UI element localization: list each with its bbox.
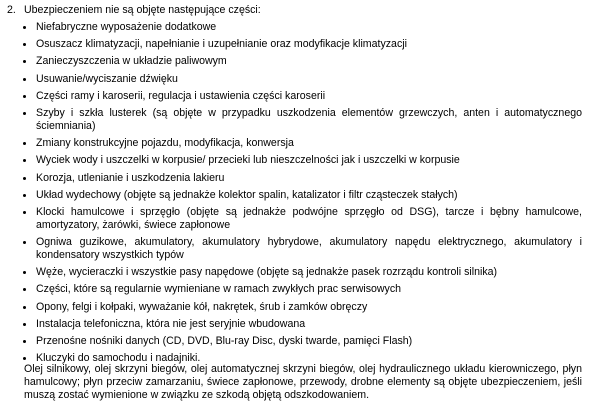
- list-item: [0, 189, 590, 202]
- footer-paragraph: Olej silnikowy, olej skrzyni biegów, olej automatycznej skrzyni biegów, olej hydraulicznego układu kierowniczego, płyn hamulcowy; płyn przeciw zamarzaniu, świece zapłonowe, przewody, drobne elementy są objęte ubezpieczeniem, jeśli muszą zostać wymienione w związku ze szkodą objętą odszkodowaniem.: [24, 363, 582, 401]
- list-item-text: Węże, wycieraczki i wszystkie pasy napędowe (objęte są jednakże pasek rozrządu kontroli silnika): [36, 266, 498, 279]
- list-item-text: Korozja, utlenianie i uszkodzenia lakieru: [36, 171, 225, 184]
- list-item-text: Zmiany konstrukcyjne pojazdu, modyfikacja, konwersja: [36, 137, 294, 150]
- list-item: [0, 38, 590, 51]
- list-item-text: Części ramy i karoserii, regulacja i ustawienia części karoserii: [36, 89, 326, 102]
- clipped-top-line: [0, 0, 590, 3]
- list-item-text: Części, które są regularnie wymieniane w ramach zwykłych prac serwisowych: [36, 283, 402, 296]
- list-item: [0, 266, 590, 279]
- list-item: [0, 335, 590, 348]
- list-item-text: Klocki hamulcowe i sprzęgło (objęte są jednakże podwójne sprzęgło od DSG), tarcze i bębny hamulcowe, amortyzatory, żarówki, świece zapłonowe: [36, 205, 582, 231]
- list-item: [0, 236, 590, 262]
- list-item: [0, 55, 590, 68]
- list-item-text: Osuszacz klimatyzacji, napełnianie i uzupełnianie oraz modyfikacje klimatyzacji: [36, 38, 407, 51]
- list-item-text: Wyciek wody i uszczelki w korpusie/ przecieki lub nieszczelności jak i uszczelki w korpusie: [36, 154, 460, 167]
- list-item-text: Opony, felgi i kołpaki, wyważanie kół, nakrętek, śrub i zamków obręczy: [36, 300, 368, 313]
- list-item: [0, 301, 590, 314]
- list-item-text: Niefabryczne wyposażenie dodatkowe: [36, 21, 217, 33]
- list-item: [0, 172, 590, 185]
- list-item: [0, 318, 590, 331]
- exclusion-list: [0, 21, 590, 369]
- list-item-text: Szyby i szkła lusterek (są objęte w przypadku uszkodzenia elementów grzewczych, anten i automatycznego ściemniania): [36, 106, 582, 132]
- list-item-text: Przenośne nośniki danych (CD, DVD, Blu-ray Disc, dyski twarde, pamięci Flash): [36, 335, 413, 347]
- list-item: [0, 283, 590, 296]
- list-item-text: Ogniwa guzikowe, akumulatory, akumulatory hybrydowe, akumulatory napędu elektrycznego, akumulatory i kondensatory wszystkich typów: [36, 236, 582, 262]
- list-item-text: Zanieczyszczenia w układzie paliwowym: [36, 55, 227, 68]
- list-item: [0, 107, 590, 133]
- list-item-text: Instalacja telefoniczna, która nie jest seryjnie wbudowana: [36, 317, 306, 330]
- list-item-text: Kluczyki do samochodu i nadajniki.: [36, 352, 201, 365]
- list-item-text: Usuwanie/wyciszanie dźwięku: [36, 72, 178, 85]
- list-item: [0, 90, 590, 103]
- list-item-text: Układ wydechowy (objęte są jednakże kolektor spalin, katalizator i filtr cząsteczek stałych): [36, 188, 458, 201]
- list-item: [0, 21, 590, 34]
- section-heading: [7, 4, 587, 17]
- list-item: [0, 206, 590, 232]
- list-item: [0, 137, 590, 150]
- section-number: 2.: [7, 4, 16, 16]
- list-item: [0, 154, 590, 167]
- section-heading-text: Ubezpieczeniem nie są objęte następujące części:: [24, 4, 261, 16]
- list-item: [0, 73, 590, 86]
